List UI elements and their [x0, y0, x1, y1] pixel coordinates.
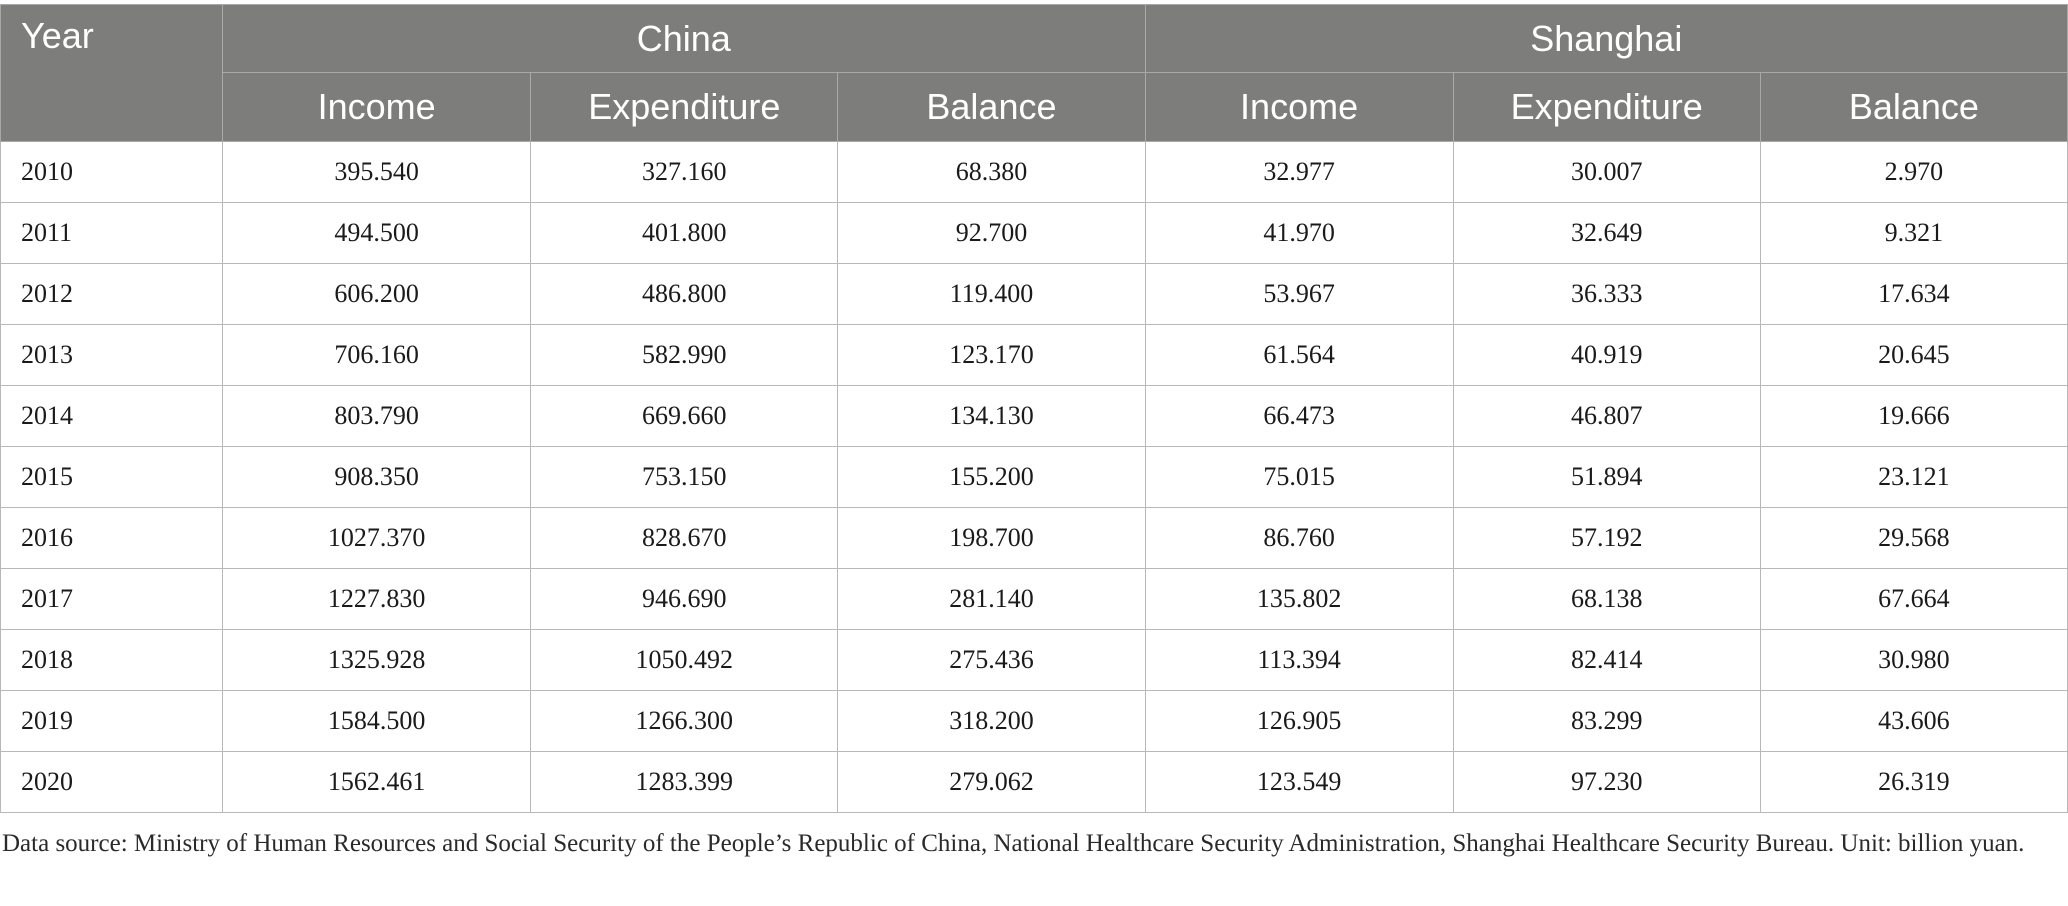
- china-balance-cell: 198.700: [838, 508, 1145, 569]
- shanghai-income-header: Income: [1145, 73, 1453, 142]
- china-balance-cell: 119.400: [838, 264, 1145, 325]
- shanghai-expenditure-cell: 51.894: [1453, 447, 1760, 508]
- table-row: [1, 325, 2068, 386]
- china-expenditure-cell: 1050.492: [531, 630, 838, 691]
- china-balance-cell: 123.170: [838, 325, 1145, 386]
- shanghai-income-cell: 66.473: [1145, 386, 1453, 447]
- header-row-groups: [1, 5, 2068, 73]
- china-income-cell: 1562.461: [223, 752, 531, 813]
- china-expenditure-cell: 828.670: [531, 508, 838, 569]
- year-cell: 2015: [1, 447, 223, 508]
- table-body: [1, 142, 2068, 813]
- china-group-header: China: [223, 5, 1145, 73]
- china-expenditure-cell: 1283.399: [531, 752, 838, 813]
- year-cell: 2013: [1, 325, 223, 386]
- china-balance-cell: 134.130: [838, 386, 1145, 447]
- shanghai-expenditure-cell: 83.299: [1453, 691, 1760, 752]
- shanghai-income-cell: 41.970: [1145, 203, 1453, 264]
- header-row-subcolumns: [1, 73, 2068, 142]
- shanghai-balance-cell: 2.970: [1760, 142, 2067, 203]
- year-cell: 2017: [1, 569, 223, 630]
- table-row: [1, 203, 2068, 264]
- shanghai-expenditure-cell: 57.192: [1453, 508, 1760, 569]
- year-cell: 2011: [1, 203, 223, 264]
- shanghai-income-cell: 113.394: [1145, 630, 1453, 691]
- year-cell: 2014: [1, 386, 223, 447]
- china-income-cell: 908.350: [223, 447, 531, 508]
- shanghai-balance-cell: 19.666: [1760, 386, 2067, 447]
- china-balance-cell: 155.200: [838, 447, 1145, 508]
- china-income-cell: 395.540: [223, 142, 531, 203]
- shanghai-balance-cell: 26.319: [1760, 752, 2067, 813]
- shanghai-income-cell: 75.015: [1145, 447, 1453, 508]
- shanghai-income-cell: 61.564: [1145, 325, 1453, 386]
- china-income-cell: 1227.830: [223, 569, 531, 630]
- china-income-cell: 1027.370: [223, 508, 531, 569]
- shanghai-income-cell: 126.905: [1145, 691, 1453, 752]
- year-cell: 2019: [1, 691, 223, 752]
- china-expenditure-cell: 327.160: [531, 142, 838, 203]
- china-expenditure-header: Expenditure: [531, 73, 838, 142]
- china-income-cell: 1584.500: [223, 691, 531, 752]
- shanghai-group-header: Shanghai: [1145, 5, 2067, 73]
- china-expenditure-cell: 401.800: [531, 203, 838, 264]
- shanghai-expenditure-cell: 30.007: [1453, 142, 1760, 203]
- china-expenditure-cell: 946.690: [531, 569, 838, 630]
- table-row: [1, 508, 2068, 569]
- year-cell: 2018: [1, 630, 223, 691]
- shanghai-income-cell: 135.802: [1145, 569, 1453, 630]
- table-header: [1, 5, 2068, 142]
- china-balance-cell: 318.200: [838, 691, 1145, 752]
- shanghai-expenditure-cell: 36.333: [1453, 264, 1760, 325]
- year-cell: 2012: [1, 264, 223, 325]
- shanghai-expenditure-cell: 97.230: [1453, 752, 1760, 813]
- shanghai-balance-cell: 23.121: [1760, 447, 2067, 508]
- china-income-header: Income: [223, 73, 531, 142]
- income-expenditure-table: [0, 4, 2068, 813]
- china-expenditure-cell: 1266.300: [531, 691, 838, 752]
- china-balance-cell: 68.380: [838, 142, 1145, 203]
- shanghai-balance-cell: 67.664: [1760, 569, 2067, 630]
- shanghai-income-cell: 86.760: [1145, 508, 1453, 569]
- china-income-cell: 606.200: [223, 264, 531, 325]
- table-row: [1, 630, 2068, 691]
- data-source-footnote: Data source: Ministry of Human Resources and Social Security of the People’s Republic of China, National Healthcare Security Administration, Shanghai Healthcare Security Bureau. Unit: billion yuan.: [2, 830, 2025, 857]
- year-cell: 2016: [1, 508, 223, 569]
- shanghai-balance-cell: 20.645: [1760, 325, 2067, 386]
- table-row: [1, 142, 2068, 203]
- shanghai-balance-cell: 30.980: [1760, 630, 2067, 691]
- shanghai-expenditure-cell: 82.414: [1453, 630, 1760, 691]
- year-cell: 2020: [1, 752, 223, 813]
- china-balance-cell: 275.436: [838, 630, 1145, 691]
- china-expenditure-cell: 486.800: [531, 264, 838, 325]
- china-balance-cell: 279.062: [838, 752, 1145, 813]
- shanghai-expenditure-header: Expenditure: [1453, 73, 1760, 142]
- china-income-cell: 803.790: [223, 386, 531, 447]
- shanghai-balance-cell: 17.634: [1760, 264, 2067, 325]
- china-balance-cell: 92.700: [838, 203, 1145, 264]
- china-expenditure-cell: 669.660: [531, 386, 838, 447]
- table-row: [1, 691, 2068, 752]
- shanghai-expenditure-cell: 32.649: [1453, 203, 1760, 264]
- china-income-cell: 494.500: [223, 203, 531, 264]
- table-row: [1, 264, 2068, 325]
- table-container: [0, 4, 2068, 813]
- china-balance-cell: 281.140: [838, 569, 1145, 630]
- year-column-header: Year: [1, 5, 223, 142]
- table-row: [1, 447, 2068, 508]
- shanghai-expenditure-cell: 46.807: [1453, 386, 1760, 447]
- year-cell: 2010: [1, 142, 223, 203]
- table-row: [1, 386, 2068, 447]
- china-balance-header: Balance: [838, 73, 1145, 142]
- shanghai-balance-cell: 43.606: [1760, 691, 2067, 752]
- table-row: [1, 569, 2068, 630]
- shanghai-expenditure-cell: 40.919: [1453, 325, 1760, 386]
- table-row: [1, 752, 2068, 813]
- shanghai-balance-header: Balance: [1760, 73, 2067, 142]
- shanghai-income-cell: 53.967: [1145, 264, 1453, 325]
- china-expenditure-cell: 753.150: [531, 447, 838, 508]
- china-income-cell: 706.160: [223, 325, 531, 386]
- shanghai-balance-cell: 29.568: [1760, 508, 2067, 569]
- shanghai-expenditure-cell: 68.138: [1453, 569, 1760, 630]
- shanghai-income-cell: 32.977: [1145, 142, 1453, 203]
- shanghai-income-cell: 123.549: [1145, 752, 1453, 813]
- china-income-cell: 1325.928: [223, 630, 531, 691]
- shanghai-balance-cell: 9.321: [1760, 203, 2067, 264]
- china-expenditure-cell: 582.990: [531, 325, 838, 386]
